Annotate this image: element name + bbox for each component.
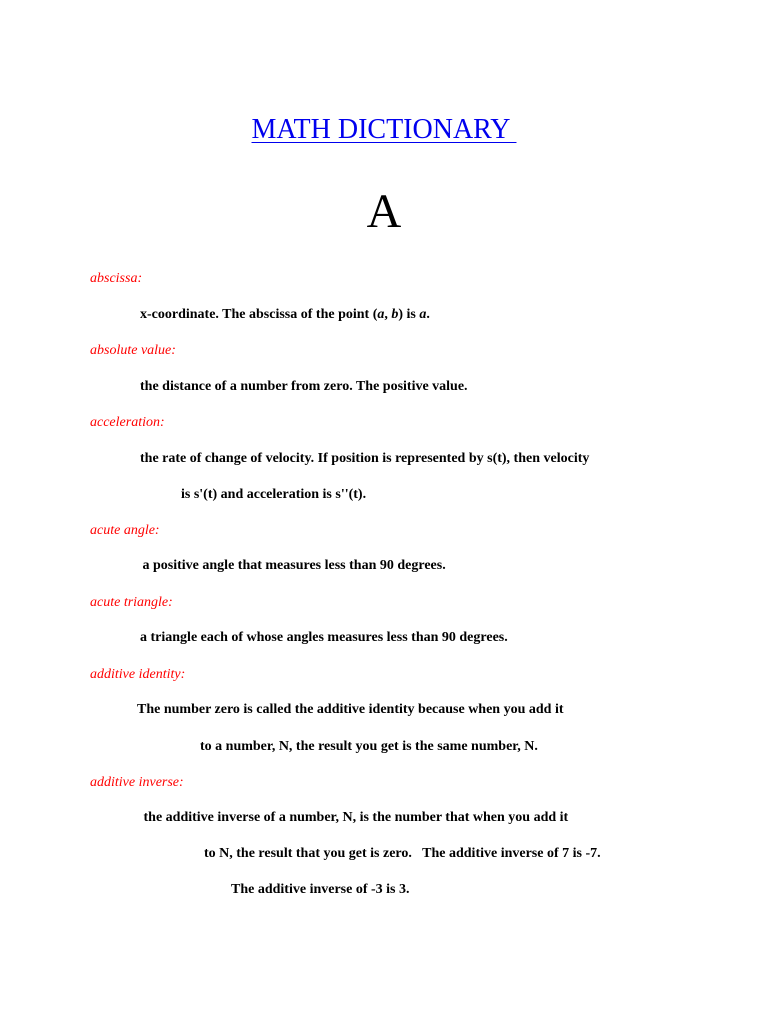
definition-line: to N, the result that you get is zero. The additive inverse of 7 is -7.	[204, 846, 601, 861]
definition-line: The number zero is called the additive identity because when you add it	[137, 702, 564, 717]
term-additive-inverse: additive inverse:	[90, 775, 184, 790]
definition-line: the additive inverse of a number, N, is the number that when you add it	[140, 810, 569, 825]
definition-line: to a number, N, the result you get is the same number, N.	[200, 739, 538, 754]
definition-line: the rate of change of velocity. If position is represented by s(t), then velocity	[140, 451, 590, 466]
term-acute-triangle: acute triangle:	[90, 595, 173, 610]
term-acute-angle: acute angle:	[90, 523, 160, 538]
definition-line: The additive inverse of -3 is 3.	[231, 882, 410, 897]
definition-line: is s'(t) and acceleration is s''(t).	[181, 487, 367, 502]
section-letter: A	[366, 185, 402, 238]
definition-line: the distance of a number from zero. The positive value.	[140, 379, 468, 394]
term-acceleration: acceleration:	[90, 415, 165, 430]
definition-line: x-coordinate. The abscissa of the point (a, b) is a.	[140, 307, 430, 322]
term-abscissa: abscissa:	[90, 271, 143, 286]
page-title	[0, 112, 768, 148]
term-additive-identity: additive identity:	[90, 667, 186, 682]
definition-line: a triangle each of whose angles measures less than 90 degrees.	[140, 630, 508, 645]
term-absolute-value: absolute value:	[90, 343, 176, 358]
title-link[interactable]: MATH DICTIONARY	[251, 114, 517, 145]
definition-line: a positive angle that measures less than 90 degrees.	[139, 558, 446, 573]
